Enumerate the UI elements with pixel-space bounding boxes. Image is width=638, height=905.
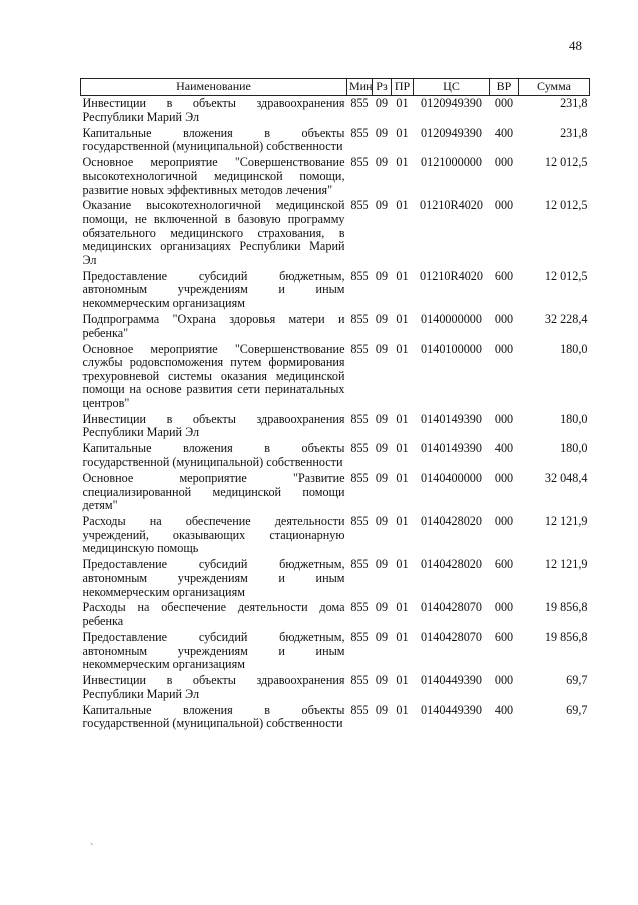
cell-sum: 180,0 (560, 441, 588, 456)
cell-pr: 01 (396, 600, 409, 615)
header-min: Мин (347, 79, 373, 96)
footer-mark: ` (90, 842, 94, 854)
cell-min: 855 (350, 673, 369, 688)
cell-vr: 000 (494, 411, 514, 426)
cell-min: 855 (350, 702, 369, 717)
cell-pr: 01 (396, 441, 409, 456)
cell-rz: 09 (375, 198, 389, 213)
cell-cs: 0140100000 (421, 341, 482, 356)
cell-cs: 0140149390 (421, 411, 482, 426)
cell-cs: 0120949390 (421, 125, 482, 140)
cell-vr: 000 (494, 341, 514, 356)
cell-vr: 000 (494, 311, 514, 326)
cell-pr: 01 (396, 557, 409, 572)
cell-sum: 180,0 (560, 341, 588, 356)
cell-cs: 0140149390 (421, 441, 482, 456)
cell-rz: 09 (375, 155, 389, 170)
cell-min: 855 (350, 411, 369, 426)
cell-vr: 000 (494, 96, 514, 111)
cell-min: 855 (350, 514, 369, 529)
cell-name: Предоставление субсидий бюджетным, автономным учреждениям и иным некоммерческим организациям (82, 268, 345, 310)
table-row (81, 630, 590, 673)
cell-sum: 32 048,4 (544, 471, 588, 485)
cell-name: Предоставление субсидий бюджетным, автономным учреждениям и иным некоммерческим организациям (82, 630, 345, 672)
cell-rz: 09 (375, 268, 389, 283)
cell-name: Капитальные вложения в объекты государственной (муниципальной) собственности (82, 702, 345, 731)
cell-rz: 09 (375, 471, 389, 485)
cell-vr: 000 (494, 198, 514, 213)
table-row (81, 557, 590, 600)
header-name: Наименование (81, 79, 347, 96)
cell-pr: 01 (396, 311, 409, 326)
cell-sum: 12 121,9 (544, 557, 588, 572)
cell-sum: 231,8 (560, 96, 588, 111)
header-pr: ПР (392, 79, 414, 96)
cell-min: 855 (350, 96, 369, 111)
cell-min: 855 (350, 198, 369, 213)
cell-vr: 400 (494, 441, 514, 456)
cell-sum: 19 856,8 (544, 630, 588, 645)
cell-cs: 0140428070 (421, 630, 482, 645)
cell-rz: 09 (375, 96, 389, 111)
table-row (81, 514, 590, 557)
cell-cs: 0120949390 (421, 96, 482, 111)
cell-rz: 09 (375, 630, 389, 645)
cell-name: Инвестиции в объекты здравоохранения Республики Марий Эл (82, 411, 345, 440)
cell-vr: 000 (494, 514, 514, 529)
cell-pr: 01 (396, 630, 409, 645)
cell-min: 855 (350, 441, 369, 456)
cell-rz: 09 (375, 125, 389, 140)
cell-cs: 0121000000 (421, 155, 482, 170)
cell-name: Основное мероприятие "Совершенствование службы родовспоможения путем формирования трехуровневой системы оказания медицинской помощи на основе развития сети перинатальных центров" (82, 341, 345, 410)
table-row (81, 341, 590, 411)
cell-sum: 69,7 (566, 702, 588, 717)
cell-vr: 000 (494, 471, 514, 485)
cell-name: Оказание высокотехнологичной медицинской помощи, не включенной в базовую программу обязательного медицинского страхования, в медицинских организациях Республики Марий Эл (82, 198, 345, 267)
header-cs: ЦС (414, 79, 490, 96)
cell-min: 855 (350, 125, 369, 140)
cell-rz: 09 (375, 441, 389, 456)
cell-cs: 0140449390 (421, 673, 482, 688)
cell-sum: 180,0 (560, 411, 588, 426)
table-row (81, 471, 590, 514)
cell-vr: 000 (494, 673, 514, 688)
cell-pr: 01 (396, 411, 409, 426)
table-row (81, 198, 590, 268)
table-row (81, 269, 590, 312)
cell-cs: 0140400000 (421, 471, 482, 485)
cell-name: Капитальные вложения в объекты государственной (муниципальной) собственности (82, 441, 345, 470)
cell-vr: 600 (494, 268, 514, 283)
cell-vr: 600 (494, 557, 514, 572)
cell-cs: 0140428070 (421, 600, 482, 615)
cell-min: 855 (350, 471, 369, 485)
table-row (81, 312, 590, 342)
cell-name: Предоставление субсидий бюджетным, автономным учреждениям и иным некоммерческим организациям (82, 557, 345, 599)
cell-pr: 01 (396, 702, 409, 717)
cell-pr: 01 (396, 673, 409, 688)
cell-pr: 01 (396, 125, 409, 140)
cell-rz: 09 (375, 673, 389, 688)
cell-rz: 09 (375, 514, 389, 529)
cell-vr: 000 (494, 600, 514, 615)
header-rz: Рз (373, 79, 392, 96)
header-sum: Сумма (519, 79, 590, 96)
cell-pr: 01 (396, 155, 409, 170)
cell-min: 855 (350, 311, 369, 326)
cell-min: 855 (350, 341, 369, 356)
cell-sum: 231,8 (560, 125, 588, 140)
cell-sum: 19 856,8 (544, 600, 588, 615)
cell-name: Основное мероприятие "Развитие специализированной медицинской помощи детям" (82, 471, 345, 513)
cell-name: Капитальные вложения в объекты государственной (муниципальной) собственности (82, 125, 345, 154)
table-row (81, 155, 590, 198)
cell-vr: 400 (494, 125, 514, 140)
cell-cs: 0140428020 (421, 557, 482, 572)
header-vr: ВР (490, 79, 519, 96)
cell-name: Основное мероприятие "Совершенствование высокотехнологичной медицинской помощи, развитие новых эффективных методов лечения" (82, 155, 345, 197)
cell-rz: 09 (375, 341, 389, 356)
table-row (81, 673, 590, 703)
cell-sum: 32 228,4 (544, 311, 588, 326)
cell-pr: 01 (396, 96, 409, 111)
cell-sum: 12 012,5 (544, 268, 588, 283)
cell-rz: 09 (375, 702, 389, 717)
cell-pr: 01 (396, 341, 409, 356)
cell-pr: 01 (396, 514, 409, 529)
cell-name: Подпрограмма "Охрана здоровья матери и ребенка" (82, 311, 345, 340)
table-row (81, 412, 590, 442)
cell-vr: 000 (494, 155, 514, 170)
table-body (81, 96, 590, 733)
cell-min: 855 (350, 630, 369, 645)
cell-cs: 01210R4020 (420, 198, 483, 213)
cell-cs: 0140449390 (421, 702, 482, 717)
cell-name: Инвестиции в объекты здравоохранения Республики Марий Эл (82, 673, 345, 701)
cell-min: 855 (350, 155, 369, 170)
table-row (81, 96, 590, 126)
cell-min: 855 (350, 557, 369, 572)
table-row (81, 441, 590, 471)
table-row (81, 600, 590, 630)
cell-name: Инвестиции в объекты здравоохранения Республики Марий Эл (82, 96, 345, 124)
cell-vr: 600 (494, 630, 514, 645)
cell-rz: 09 (375, 557, 389, 572)
cell-cs: 0140428020 (421, 514, 482, 529)
table-row (81, 126, 590, 156)
cell-pr: 01 (396, 268, 409, 283)
table-row (81, 703, 590, 733)
cell-sum: 12 121,9 (544, 514, 588, 529)
cell-vr: 400 (494, 702, 514, 717)
cell-min: 855 (350, 268, 369, 283)
cell-sum: 12 012,5 (544, 198, 588, 213)
cell-rz: 09 (375, 600, 389, 615)
cell-cs: 0140000000 (421, 311, 482, 326)
cell-pr: 01 (396, 198, 409, 213)
page-number: 48 (569, 38, 582, 53)
cell-pr: 01 (396, 471, 409, 485)
cell-sum: 69,7 (566, 673, 588, 688)
cell-min: 855 (350, 600, 369, 615)
cell-name: Расходы на обеспечение деятельности учреждений, оказывающих стационарную медицинскую помощь (82, 514, 345, 556)
cell-sum: 12 012,5 (544, 155, 588, 170)
cell-rz: 09 (375, 311, 389, 326)
budget-table (80, 78, 590, 732)
cell-rz: 09 (375, 411, 389, 426)
table-header-row (81, 79, 590, 96)
cell-cs: 01210R4020 (420, 268, 483, 283)
cell-name: Расходы на обеспечение деятельности дома ребенка (82, 600, 345, 629)
